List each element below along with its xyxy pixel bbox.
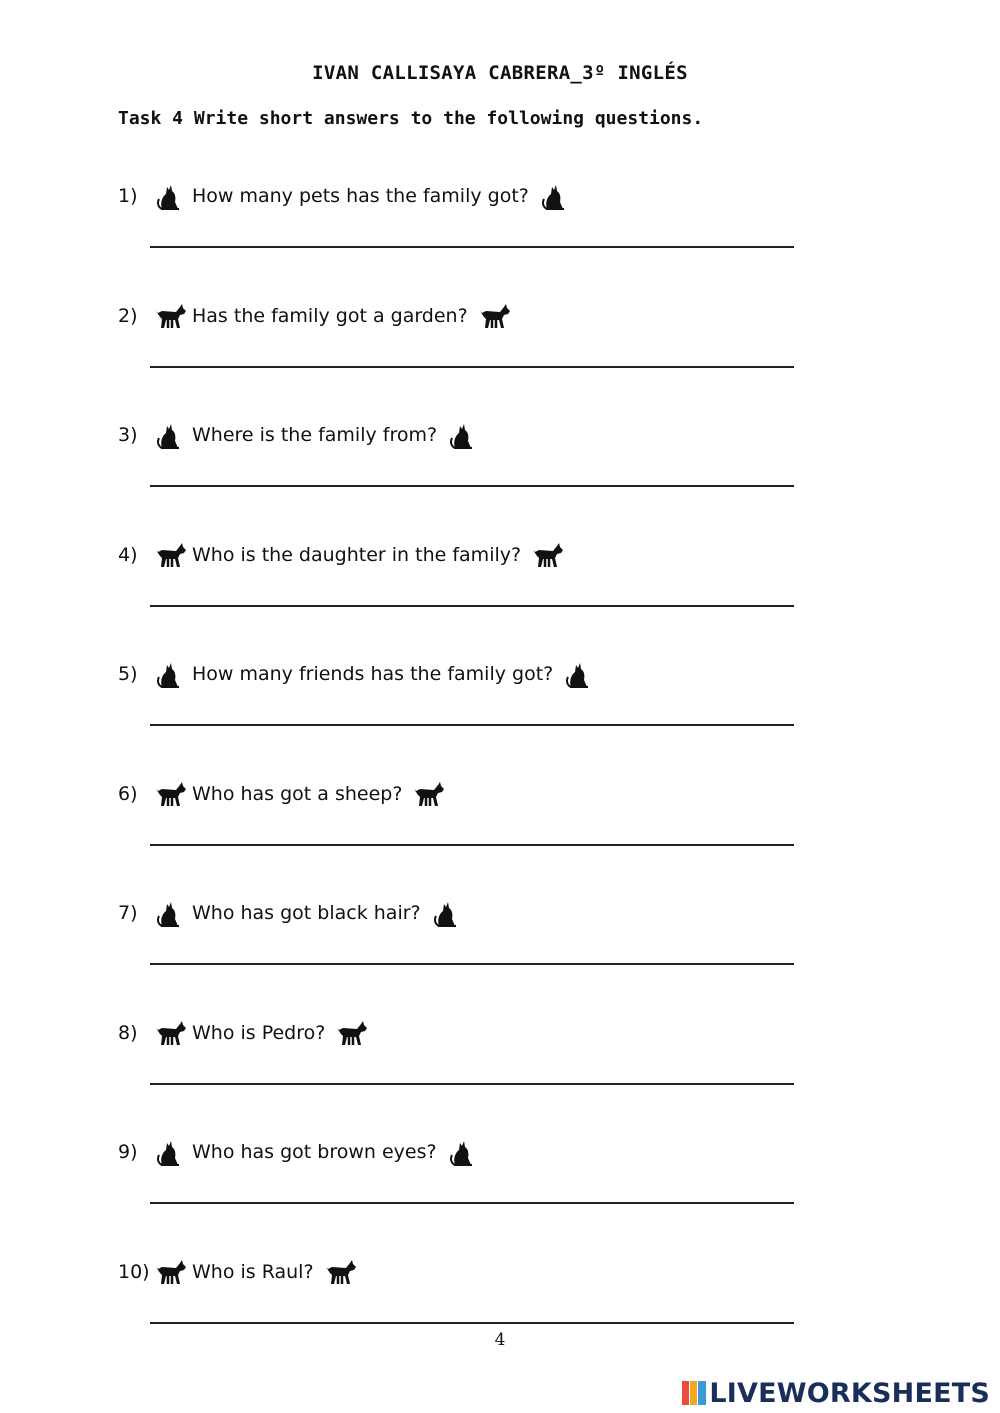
cat-icon xyxy=(431,898,465,928)
answer-field[interactable] xyxy=(150,943,794,965)
question-text: How many pets has the family got? xyxy=(192,185,529,207)
dog-icon xyxy=(531,540,565,570)
question-number: 9) xyxy=(118,1141,138,1163)
liveworksheets-brand xyxy=(681,1378,990,1408)
cat-icon xyxy=(154,181,188,211)
answer-field[interactable] xyxy=(150,1182,794,1204)
question-item xyxy=(118,774,446,814)
brand-text: LIVEWORKSHEETS xyxy=(709,1377,990,1409)
answer-field[interactable] xyxy=(150,226,794,248)
cat-icon xyxy=(154,659,188,689)
dog-icon xyxy=(154,1257,188,1287)
cat-icon xyxy=(154,898,188,928)
answer-field[interactable] xyxy=(150,824,794,846)
question-text: Who is Raul? xyxy=(192,1261,314,1283)
question-text: Has the family got a garden? xyxy=(192,305,468,327)
dog-icon xyxy=(478,301,512,331)
question-number: 5) xyxy=(118,663,138,685)
question-item xyxy=(118,1013,369,1053)
liveworksheets-logo-icon xyxy=(681,1380,707,1406)
question-text: How many friends has the family got? xyxy=(192,663,554,685)
cat-icon xyxy=(447,1137,481,1167)
dog-icon xyxy=(335,1018,369,1048)
question-text: Who has got black hair? xyxy=(192,902,421,924)
cat-icon xyxy=(563,659,597,689)
question-number: 3) xyxy=(118,424,138,446)
question-text: Who is the daughter in the family? xyxy=(192,544,522,566)
answer-field[interactable] xyxy=(150,585,794,607)
question-number: 10) xyxy=(118,1261,150,1283)
answer-field[interactable] xyxy=(150,1063,794,1085)
answer-field[interactable] xyxy=(150,1302,794,1324)
answer-field[interactable] xyxy=(150,346,794,368)
question-item xyxy=(118,1252,358,1292)
question-text: Who has got a sheep? xyxy=(192,783,403,805)
question-text: Who is Pedro? xyxy=(192,1022,326,1044)
dog-icon xyxy=(412,779,446,809)
question-text: Where is the family from? xyxy=(192,424,438,446)
cat-icon xyxy=(154,1137,188,1167)
dog-icon xyxy=(154,1018,188,1048)
question-item xyxy=(118,535,565,575)
question-number: 1) xyxy=(118,185,138,207)
answer-field[interactable] xyxy=(150,704,794,726)
question-item xyxy=(118,176,573,216)
question-item xyxy=(118,1132,481,1172)
question-item xyxy=(118,893,465,933)
dog-icon xyxy=(324,1257,358,1287)
question-number: 4) xyxy=(118,544,138,566)
question-item xyxy=(118,415,481,455)
dog-icon xyxy=(154,779,188,809)
page-number: 4 xyxy=(494,1330,506,1350)
question-item xyxy=(118,654,597,694)
question-number: 2) xyxy=(118,305,138,327)
dog-icon xyxy=(154,301,188,331)
cat-icon xyxy=(154,420,188,450)
dog-icon xyxy=(154,540,188,570)
question-number: 8) xyxy=(118,1022,138,1044)
cat-icon xyxy=(447,420,481,450)
question-item xyxy=(118,296,512,336)
task-instruction: Task 4 Write short answers to the following questions. xyxy=(118,108,704,129)
worksheet-title: IVAN CALLISAYA CABRERA_3º INGLÉS xyxy=(312,62,688,84)
question-number: 7) xyxy=(118,902,138,924)
answer-field[interactable] xyxy=(150,465,794,487)
cat-icon xyxy=(539,181,573,211)
question-text: Who has got brown eyes? xyxy=(192,1141,437,1163)
question-number: 6) xyxy=(118,783,138,805)
